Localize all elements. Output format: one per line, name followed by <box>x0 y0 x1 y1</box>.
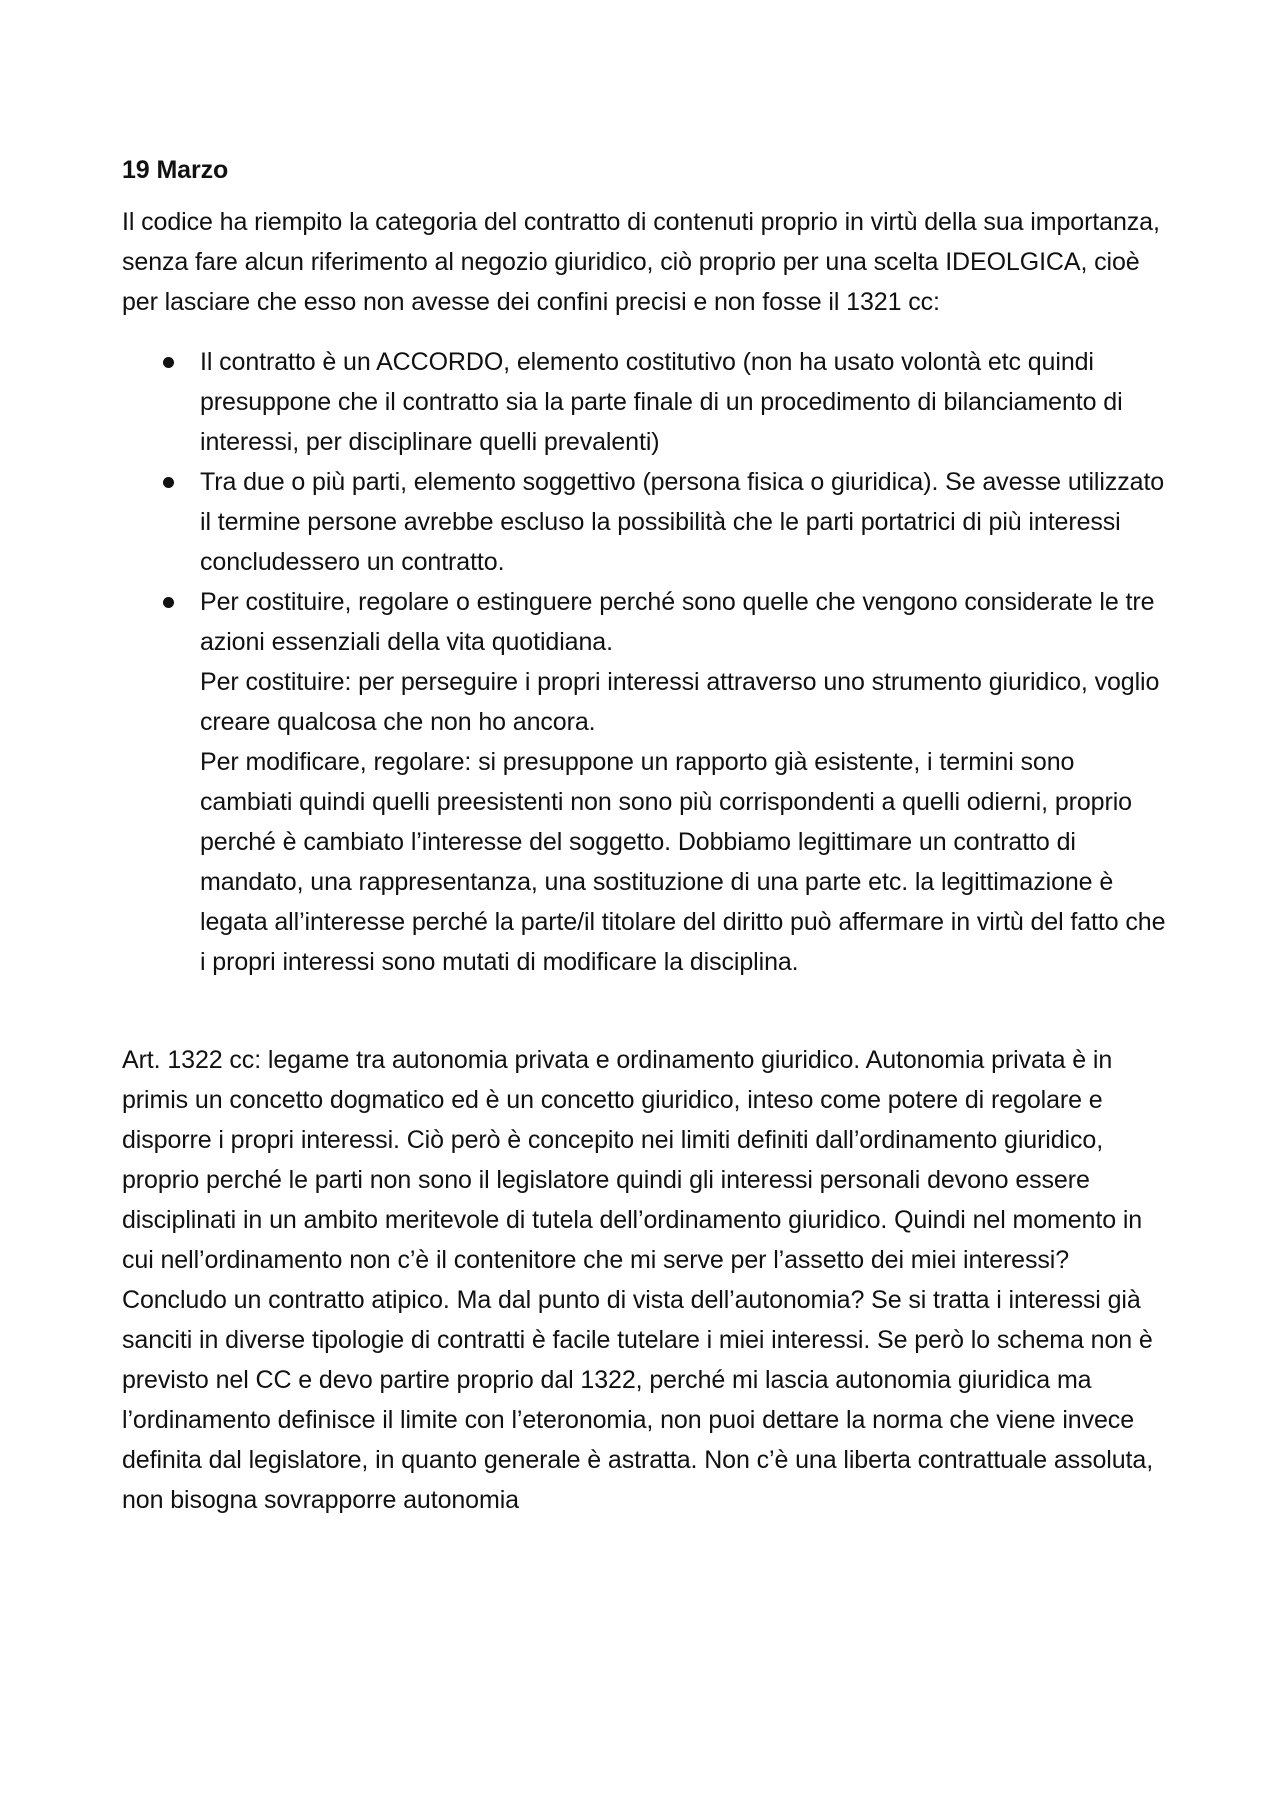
list-item-text: Tra due o più parti, elemento soggettivo (persona fisica o giuridica). Se avesse utilizzato il termine persone avrebbe escluso la possibilità che le parti portatrici di più interessi concludessero un contratto. <box>200 468 1165 576</box>
bullet-list <box>122 342 1172 982</box>
bullet-icon <box>163 357 174 368</box>
bullet-icon <box>163 597 174 608</box>
article-paragraph: Art. 1322 cc: legame tra autonomia privata e ordinamento giuridico. Autonomia privata è in primis un concetto dogmatico ed è un concetto giuridico, inteso come potere di regolare e disporre i propri interessi. Ciò però è concepito nei limiti definiti dall’ordinamento giuridico, proprio perché le parti non sono il legislatore quindi gli interessi personali devono essere disciplinati in un ambito meritevole di tutela dell’ordinamento giuridico. Quindi nel momento in cui nell’ordinamento non c’è il contenitore che mi serve per l’assetto dei miei interessi? Concludo un contratto atipico. Ma dal punto di vista dell’autonomia? Se si tratta i interessi già sanciti in diverse tipologie di contratti è facile tutelare i miei interessi. Se però lo schema non è previsto nel CC e devo partire proprio dal 1322, perché mi lascia autonomia giuridica ma l’ordinamento definisce il limite con l’eteronomia, non puoi dettare la norma che viene invece definita dal legislatore, in quanto generale è astratta. Non c’è una liberta contrattuale assoluta, non bisogna sovrapporre autonomia <box>122 1046 1154 1514</box>
page-heading: 19 Marzo <box>122 156 229 184</box>
list-item <box>122 462 1172 582</box>
list-item-subparagraph: Per modificare, regolare: si presuppone un rapporto già esistente, i termini sono cambiati quindi quelli preesistenti non sono più corrispondenti a quelli odierni, proprio perché è cambiato l’interesse del soggetto. Dobbiamo legittimare un contratto di mandato, una rappresentanza, una sostituzione di una parte etc. la legittimazione è legata all’interesse perché la parte/il titolare del diritto può affermare in virtù del fatto che i propri interessi sono mutati di modificare la disciplina. <box>200 748 1166 976</box>
bullet-icon <box>163 477 174 488</box>
list-item-subparagraph: Per costituire: per perseguire i propri interessi attraverso uno strumento giuridico, voglio creare qualcosa che non ho ancora. <box>200 668 1160 736</box>
intro-paragraph: Il codice ha riempito la categoria del contratto di contenuti proprio in virtù della sua importanza, senza fare alcun riferimento al negozio giuridico, ciò proprio per una scelta IDEOLGICA, cioè per lasciare che esso non avesse dei confini precisi e non fosse il 1321 cc: <box>122 208 1160 316</box>
list-item <box>122 582 1172 982</box>
document-page <box>122 150 1172 1520</box>
list-item-text: Il contratto è un ACCORDO, elemento costitutivo (non ha usato volontà etc quindi presuppone che il contratto sia la parte finale di un procedimento di bilanciamento di interessi, per disciplinare quelli prevalenti) <box>200 348 1123 456</box>
list-item <box>122 342 1172 462</box>
list-item-text: Per costituire, regolare o estinguere perché sono quelle che vengono considerate le tre azioni essenziali della vita quotidiana. <box>200 588 1155 656</box>
